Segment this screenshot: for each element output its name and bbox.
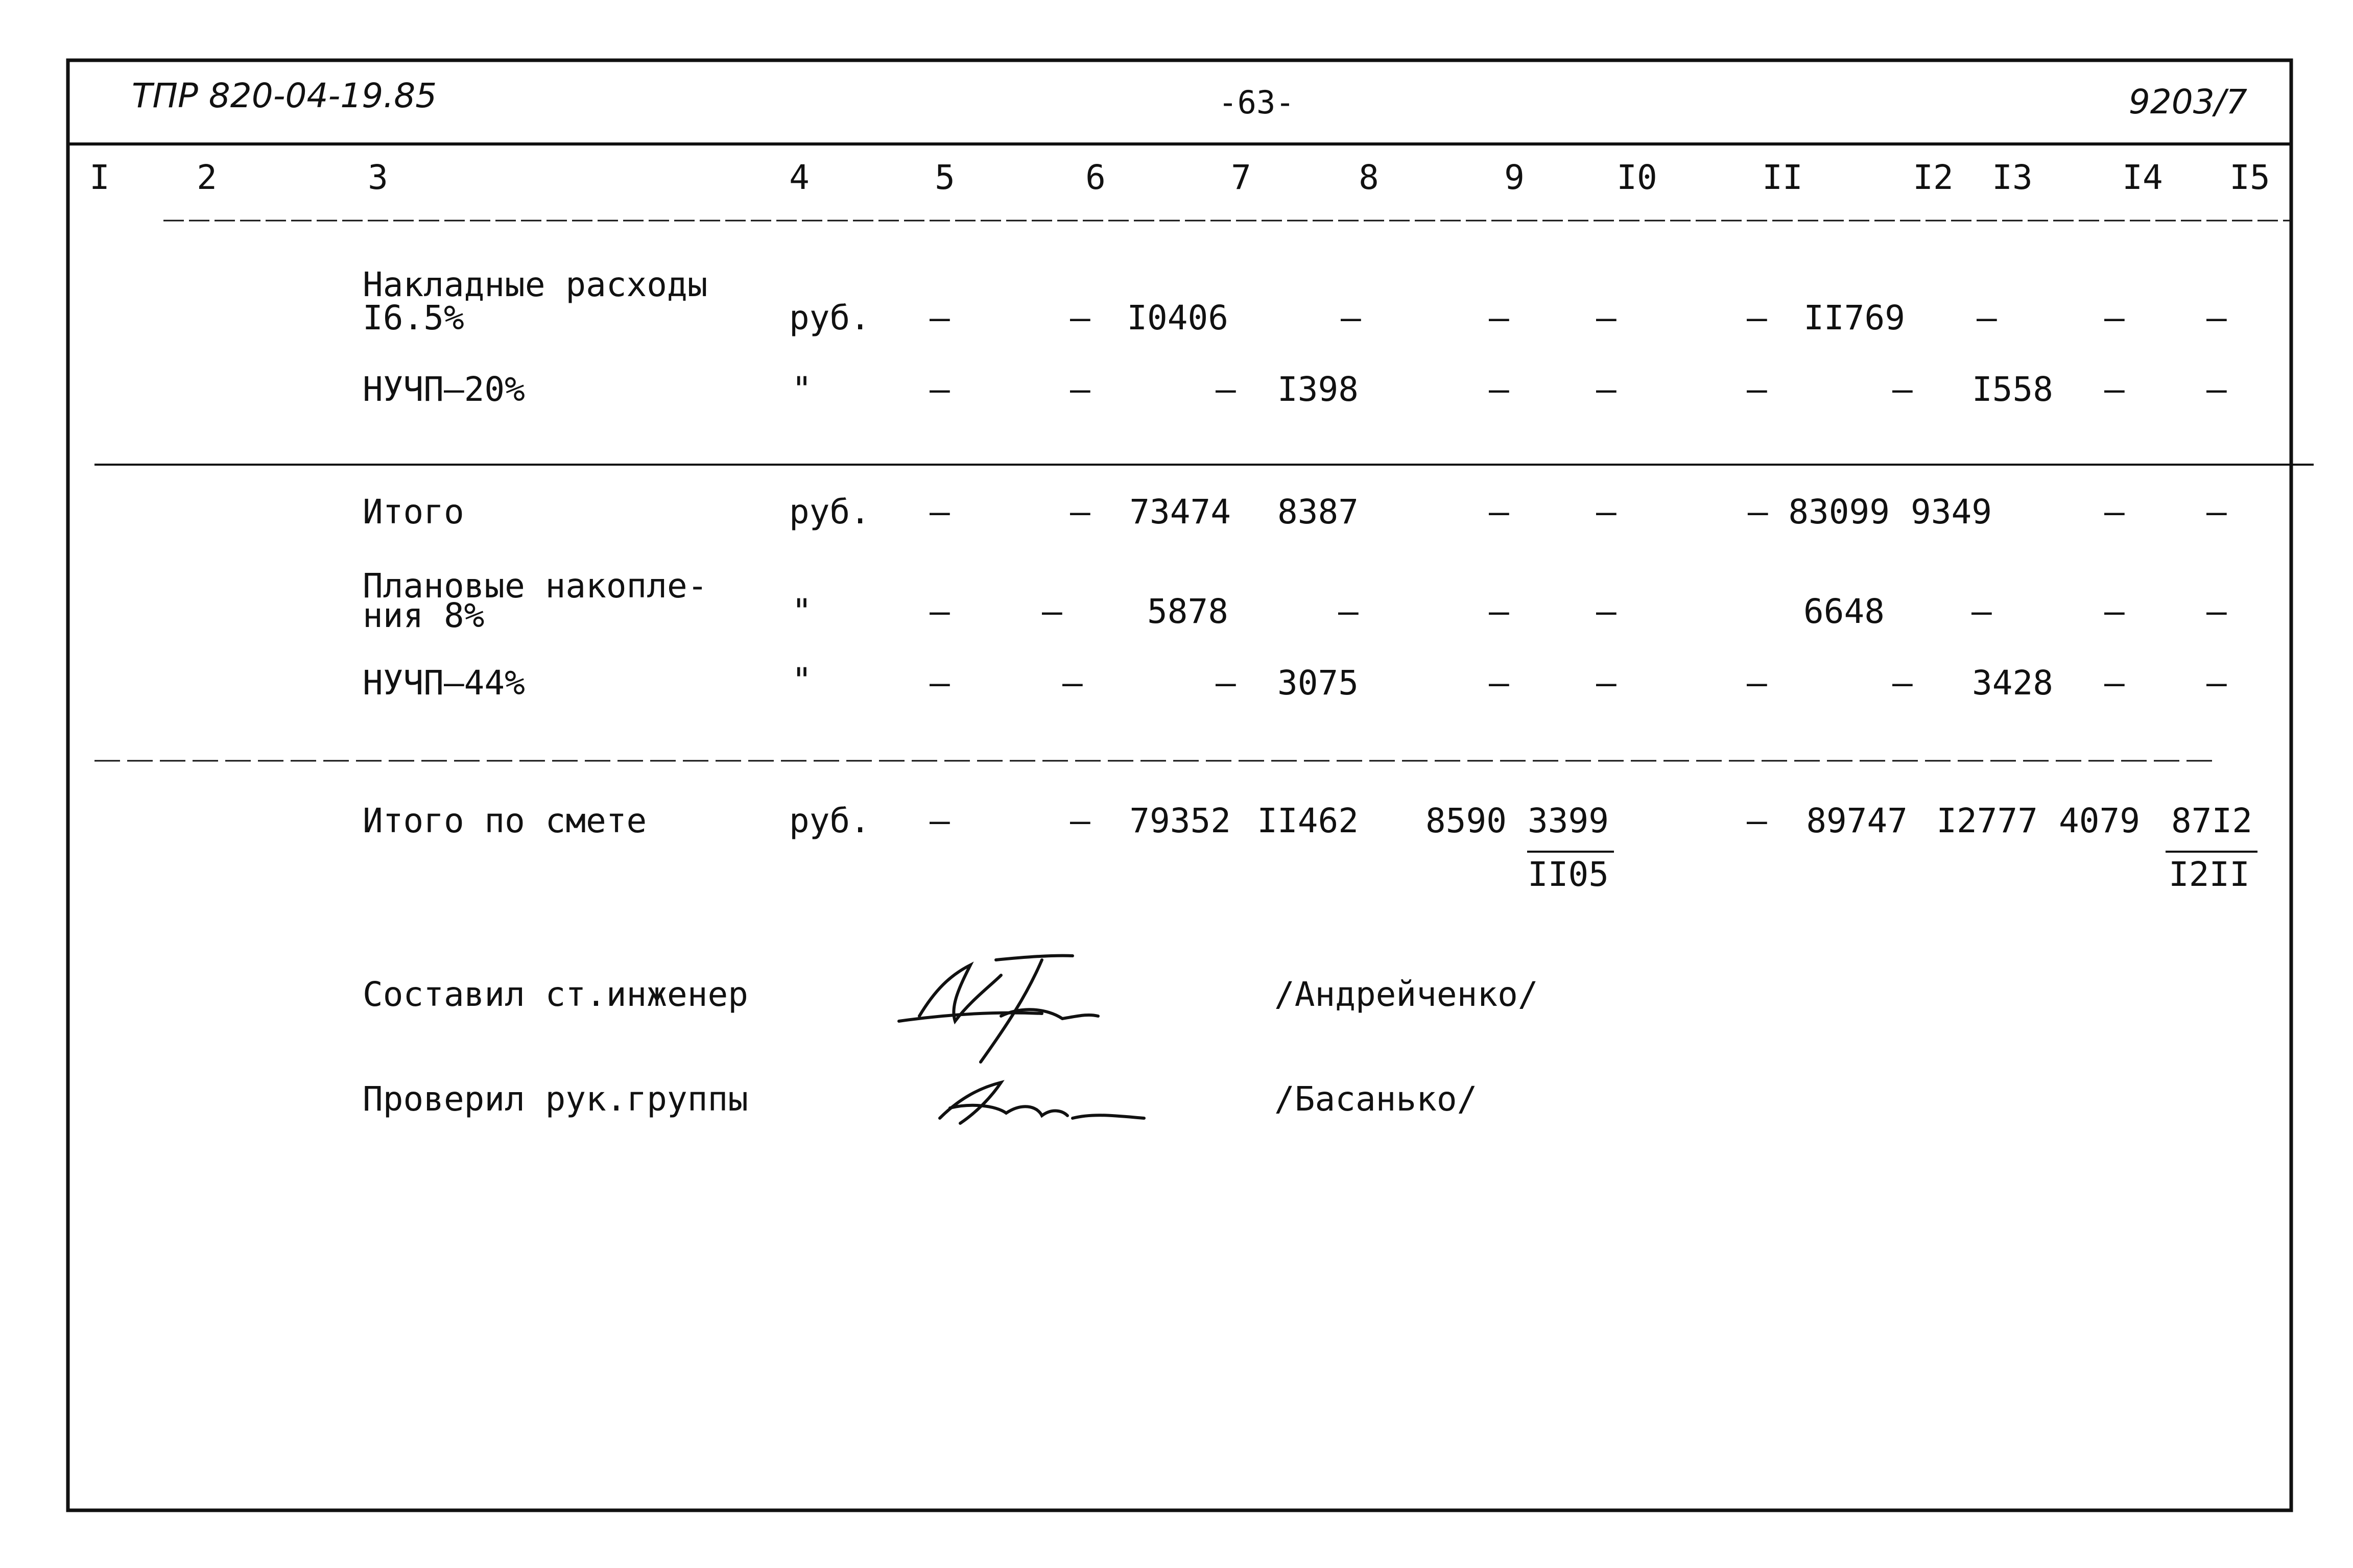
col-header-4: 4 [789, 158, 810, 197]
cell-col12: 89747 [1806, 801, 1908, 840]
cell-col12: – [1892, 663, 1913, 703]
cell-col13: 3428 [1972, 663, 2053, 703]
cell-col14: 4079 [2059, 801, 2140, 840]
col-header-3: 3 [368, 158, 388, 197]
cell-col8: – [1338, 592, 1359, 631]
col-header-11: II [1762, 158, 1803, 197]
cell-col15: – [2206, 592, 2227, 631]
col-header-5: 5 [935, 158, 955, 197]
cell-col6: – [1070, 370, 1090, 409]
cell-col10-numerator: 3399 [1528, 801, 1609, 840]
cell-col9: – [1489, 492, 1509, 532]
cell-col7: 73474 [1129, 492, 1231, 532]
cell-col6: – [1062, 663, 1083, 703]
cell-col15: – [2206, 298, 2227, 337]
cell-col15: – [2206, 492, 2227, 532]
cell-col12: 9349 [1911, 492, 1992, 532]
col-header-6: 6 [1085, 158, 1106, 197]
cell-col13: I2777 [1936, 801, 2038, 840]
cell-col8: 3075 [1277, 663, 1359, 703]
cell-col7: 79352 [1129, 801, 1231, 840]
cell-col5: – [930, 492, 950, 532]
cell-col11: – [1747, 801, 1767, 840]
cell-col14: – [2104, 663, 2125, 703]
cell-col6: – [1070, 492, 1090, 532]
signature-andreychenko [899, 956, 1098, 1062]
cell-col10: – [1596, 492, 1617, 532]
unit-cell: " [792, 592, 812, 631]
cell-col12: – [1892, 370, 1913, 409]
cell-col8: I398 [1277, 370, 1359, 409]
cell-col10: – [1596, 370, 1617, 409]
cell-col9: – [1489, 592, 1509, 631]
cell-col11: – 83099 [1747, 492, 1890, 532]
col-header-7: 7 [1231, 158, 1251, 197]
cell-col14: – [2104, 492, 2125, 532]
cell-col6: – [1042, 592, 1062, 631]
cell-col9: – [1489, 298, 1509, 337]
cell-col15-denominator: I2II [2169, 855, 2250, 894]
cell-col7: – [1216, 663, 1236, 703]
cell-col6: – [1070, 298, 1090, 337]
row-label: НУЧП–20% [363, 370, 525, 409]
col-header-12: I2 [1913, 158, 1954, 197]
signature-block [363, 975, 1538, 1119]
row-label-cont: ния 8% [363, 596, 485, 635]
cell-col6: – [1070, 801, 1090, 840]
table-row [363, 265, 2227, 337]
cell-col8: II462 [1257, 801, 1359, 840]
col-header-10: I0 [1617, 158, 1657, 197]
cell-col8: 8387 [1277, 492, 1359, 532]
cell-col10: – [1596, 592, 1617, 631]
cell-col13: I558 [1972, 370, 2053, 409]
cell-col15-numerator: 87I2 [2171, 801, 2252, 840]
sheet-code: 9203/7 [2128, 82, 2247, 122]
cell-col9: – [1489, 370, 1509, 409]
row-label: Плановые накопле- [363, 566, 708, 606]
col-header-8: 8 [1359, 158, 1379, 197]
col-header-2: 2 [197, 158, 217, 197]
row-label-cont: I6.5% [363, 298, 464, 337]
cell-col14: – [2104, 592, 2125, 631]
cell-col5: – [930, 370, 950, 409]
table-row [363, 492, 2227, 532]
cell-col5: – [930, 663, 950, 703]
cell-col7: 5878 [1147, 592, 1228, 631]
row-label: Итого по смете [363, 801, 647, 840]
col-header-13: I3 [1992, 158, 2033, 197]
cell-col7: – [1216, 370, 1236, 409]
table-row [363, 661, 2227, 703]
unit-cell: руб. [789, 801, 870, 840]
cell-col14: – [2104, 298, 2125, 337]
cell-col11: – [1747, 370, 1767, 409]
checked-by-label: Проверил рук.группы [363, 1079, 748, 1119]
col-header-15: I5 [2229, 158, 2270, 197]
unit-cell: руб. [789, 492, 870, 532]
signature-basanko [940, 1082, 1144, 1123]
cell-col10: – [1596, 298, 1617, 337]
checked-by-name: /Басанько/ [1274, 1079, 1478, 1119]
table-row [363, 370, 2227, 409]
col-header-9: 9 [1504, 158, 1525, 197]
table-row [363, 566, 2227, 635]
unit-cell: " [792, 370, 812, 409]
cell-col12: II769 [1803, 298, 1905, 337]
cell-col12: 6648 [1803, 592, 1885, 631]
cell-col10: – [1596, 663, 1617, 703]
cell-col5: – [930, 801, 950, 840]
cell-col11: – [1747, 663, 1767, 703]
col-header-14: I4 [2122, 158, 2163, 197]
cell-col15: – [2206, 370, 2227, 409]
cell-col7: I0406 [1127, 298, 1228, 337]
unit-cell: руб. [789, 298, 870, 337]
row-label: Итого [363, 492, 464, 532]
row-label: Накладные расходы [363, 265, 708, 304]
table-row [363, 801, 2252, 894]
col-header-1: I [89, 158, 110, 197]
column-headers [89, 158, 2270, 197]
compiled-by-name: /Андрейченко/ [1274, 975, 1538, 1014]
cell-col14: – [2104, 370, 2125, 409]
cell-col10-denominator: II05 [1528, 855, 1609, 894]
unit-cell: " [792, 661, 812, 700]
cell-col9: – [1489, 663, 1509, 703]
cell-col15: – [2206, 663, 2227, 703]
cell-col11: – [1747, 298, 1767, 337]
cell-col5: – [930, 298, 950, 337]
cell-col13: – [1971, 592, 1992, 631]
document-code: ТПР 820-04-19.85 [132, 76, 437, 115]
page-number: -63- [1218, 84, 1295, 121]
cell-col5: – [930, 592, 950, 631]
cell-col13: – [1977, 298, 1997, 337]
cell-col9: 8590 [1425, 801, 1507, 840]
cell-col8: – [1341, 298, 1361, 337]
compiled-by-label: Составил ст.инженер [363, 975, 748, 1014]
row-label: НУЧП–44% [363, 663, 525, 703]
